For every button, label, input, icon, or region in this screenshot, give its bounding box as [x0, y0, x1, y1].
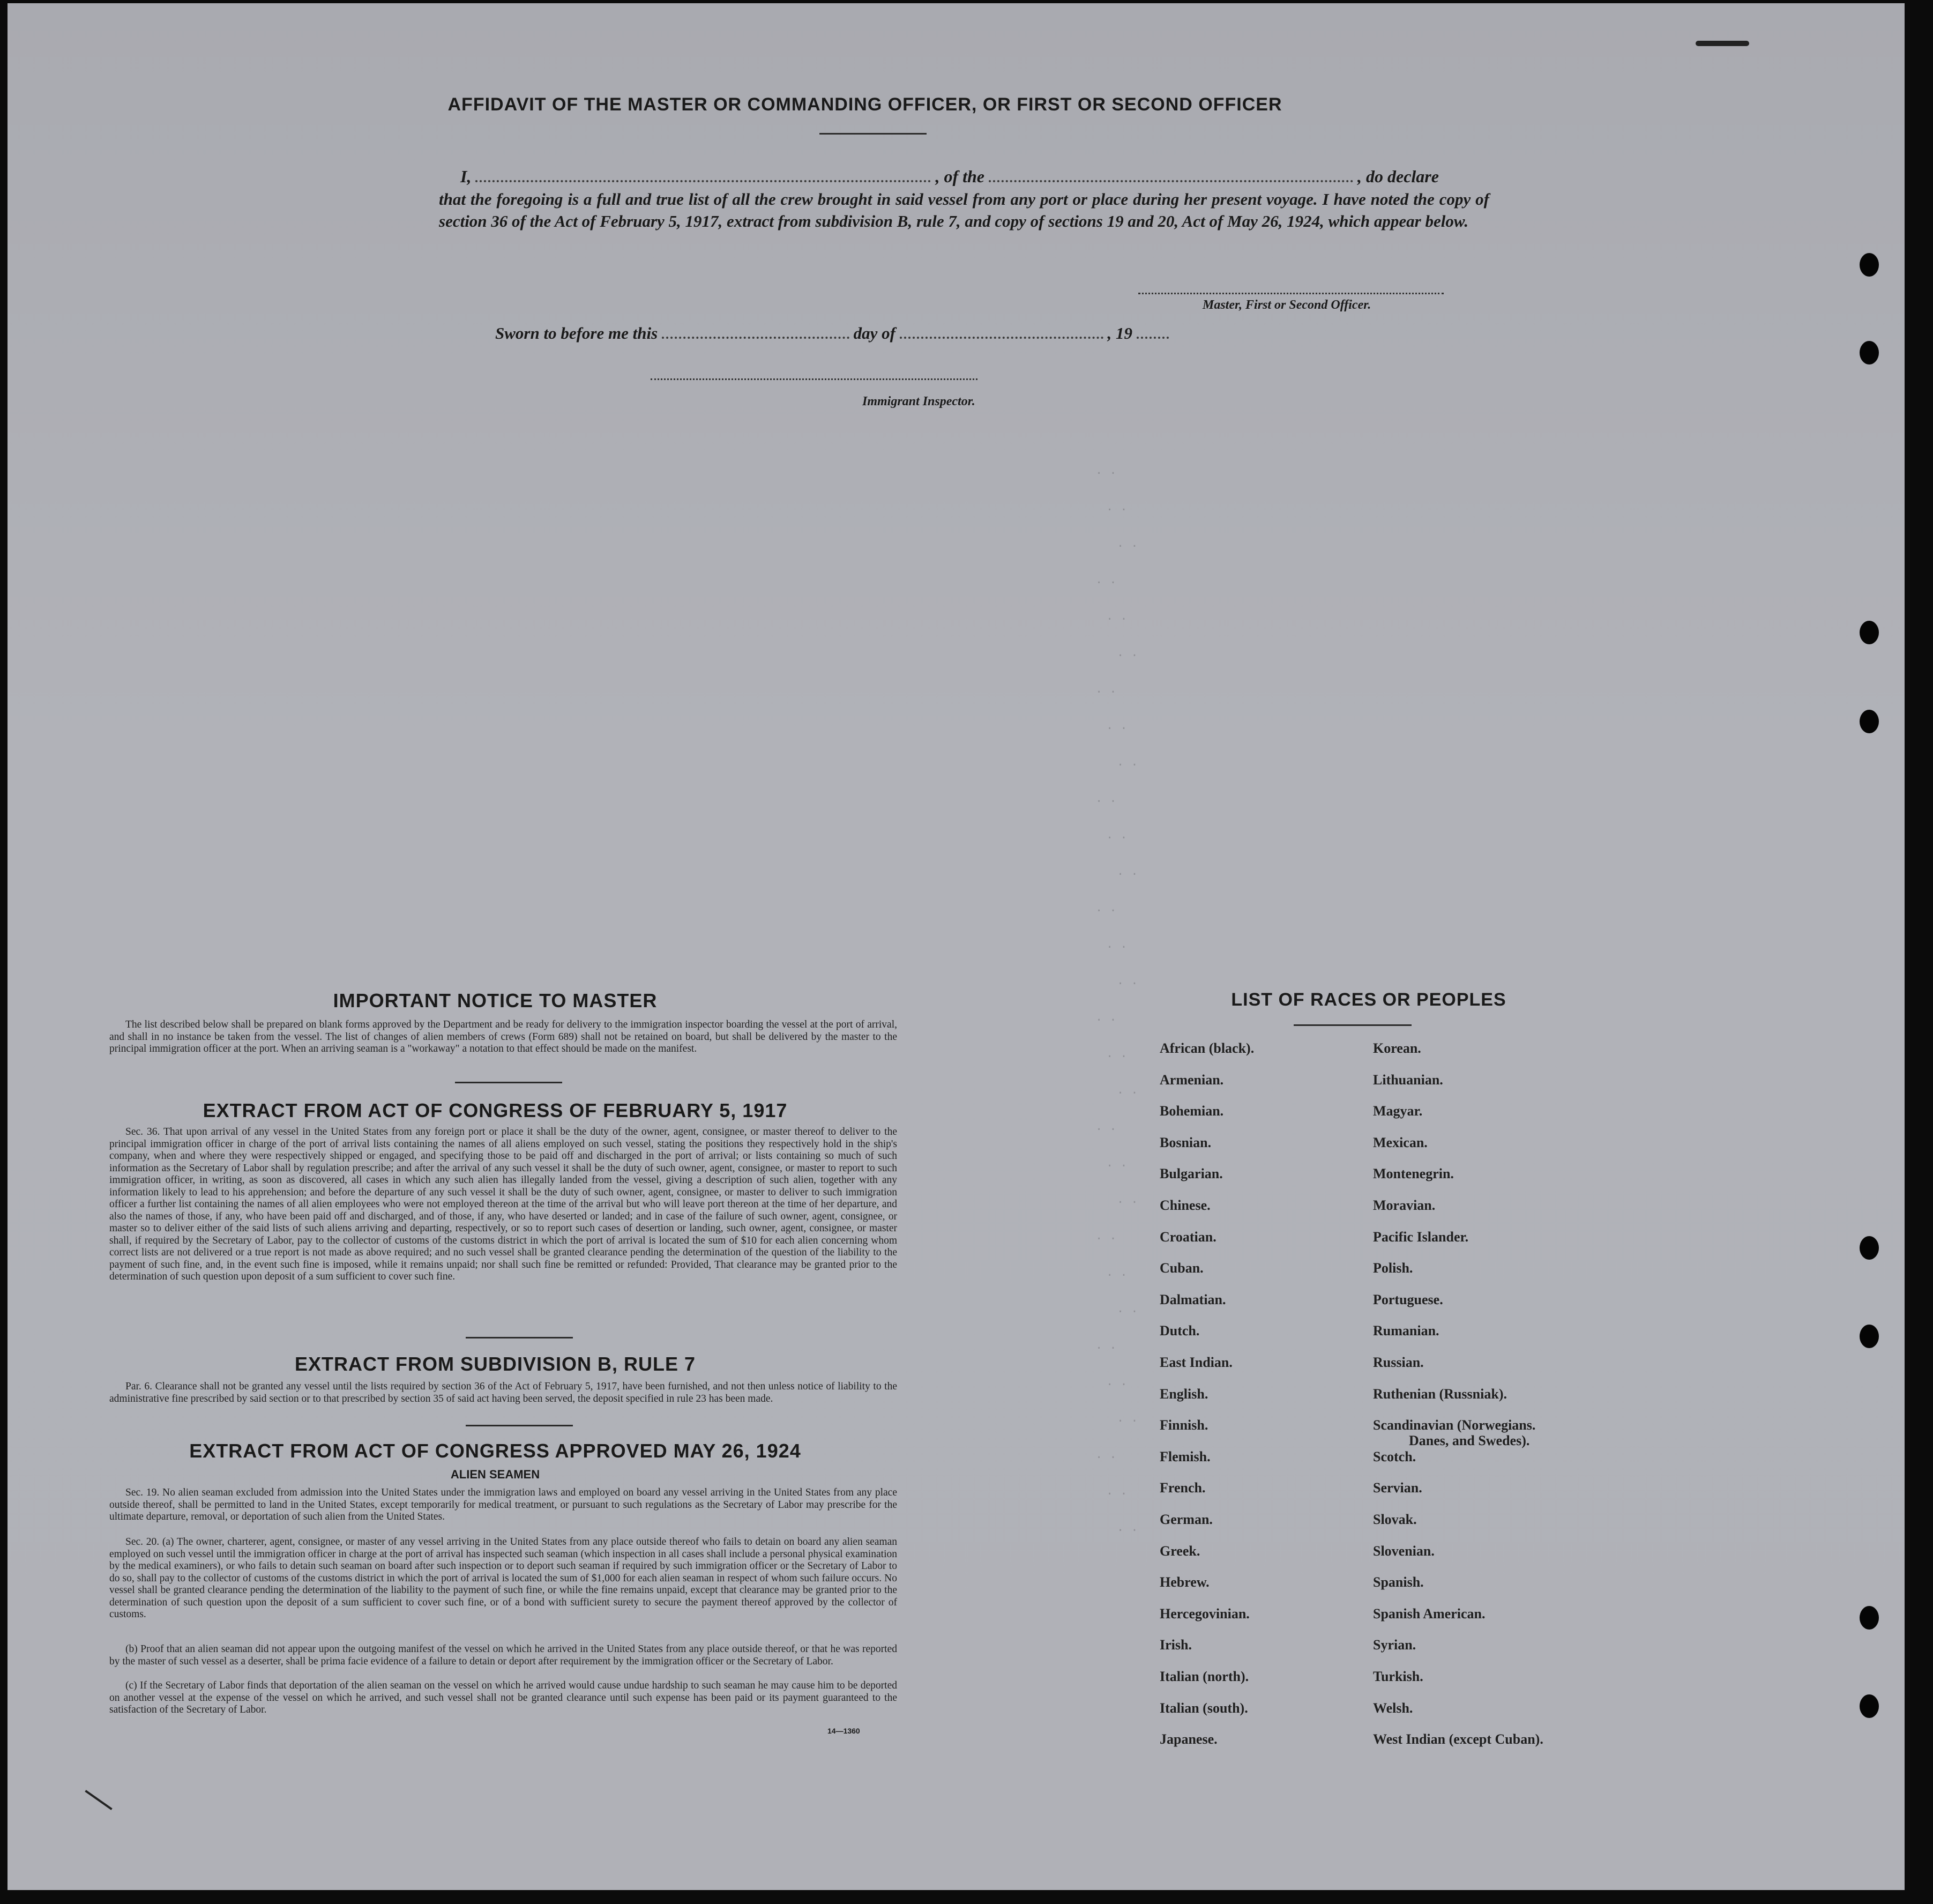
punch-hole	[1860, 1236, 1879, 1260]
race-item: Scandinavian (Norwegians.	[1373, 1417, 1536, 1433]
race-item: Croatian.	[1160, 1229, 1216, 1245]
bleed-through-mark: . .	[1095, 574, 1117, 587]
race-item: Flemish.	[1160, 1448, 1211, 1464]
bleed-through-mark: . .	[1117, 1303, 1138, 1316]
race-item: Hebrew.	[1160, 1574, 1210, 1590]
vessel-blank	[989, 180, 1353, 182]
race-item: Moravian.	[1373, 1198, 1436, 1213]
bleed-through-mark: . .	[1095, 792, 1117, 806]
bleed-through-mark: . .	[1106, 610, 1128, 623]
race-item: Chinese.	[1160, 1198, 1211, 1213]
affidavit-do-declare: , do declare	[1357, 167, 1439, 186]
bleed-through-mark: . .	[1117, 1412, 1138, 1425]
bleed-through-mark: . .	[1095, 1120, 1117, 1134]
race-item: Greek.	[1160, 1543, 1200, 1559]
bleed-through-mark: . .	[1095, 683, 1117, 696]
bleed-through-mark: . .	[1095, 1448, 1117, 1462]
race-item: Cuban.	[1160, 1260, 1204, 1276]
races-title: LIST OF RACES OR PEOPLES	[1231, 990, 1506, 1010]
race-item: Armenian.	[1160, 1072, 1224, 1088]
extract-1924-sec19: Sec. 19. No alien seaman excluded from admission into the United States under the immigration laws and employed on board any vessel arriving in the United States from any place outside thereof, shall be permitted to land in the United States, except temporarily for medical treatment, or pursuant to such regulations as the Secretary of Labor may prescribe for the ultimate departure, removal, or deportation of such alien from the United States.	[109, 1487, 897, 1522]
race-item: English.	[1160, 1386, 1208, 1402]
race-item: Finnish.	[1160, 1417, 1208, 1433]
race-item: Syrian.	[1373, 1637, 1416, 1653]
form-number: 14—1360	[827, 1727, 860, 1735]
bleed-through-mark: . .	[1095, 1230, 1117, 1243]
race-item: Slovenian.	[1373, 1543, 1435, 1559]
extract-1924-sec20b: (b) Proof that an alien seaman did not appear upon the outgoing manifest of the vessel on which he arrived in the United States from any place outside thereof, or that he was reported by the master of such vessel as a deserter, shall be prima facie evidence of a failure to detain or deport after requirement by the immigration officer or the Secretary of Labor.	[109, 1643, 897, 1667]
race-item: Spanish.	[1373, 1574, 1424, 1590]
punch-hole	[1860, 341, 1879, 365]
race-item: French.	[1160, 1480, 1206, 1496]
stray-mark	[1696, 41, 1749, 46]
race-item: Servian.	[1373, 1480, 1422, 1496]
document-page	[8, 3, 1905, 1890]
bleed-through-mark: . .	[1106, 1047, 1128, 1061]
name-blank	[475, 180, 931, 182]
race-item: Dutch.	[1160, 1323, 1200, 1339]
races-title-rule	[1294, 1024, 1412, 1026]
race-item: Magyar.	[1373, 1103, 1423, 1119]
affidavit-of-the: , of the	[935, 167, 984, 186]
race-item: Italian (north).	[1160, 1669, 1249, 1684]
bleed-through-mark: . .	[1095, 1339, 1117, 1352]
race-item: Welsh.	[1373, 1700, 1413, 1716]
bleed-through-mark: . .	[1117, 1084, 1138, 1097]
extract-1924-sec20a: Sec. 20. (a) The owner, charterer, agent, consignee, or master of any vessel arriving in the United States from any place outside thereof who fails to detain on board any alien seaman employed on such vessel until the immigration officer in charge at the port of arrival has inspected such seaman (which inspection in all cases shall include a personal physical examination by the medical examiners), or who fails to detain such seaman on board after such inspection or to deport such seaman if required by such immigration officer or the Secretary of Labor to do so, shall pay to the collector of customs of the customs district in which the port of arrival is located the sum of $1,000 for each alien seaman in respect of whom such failure occurs. No vessel shall be granted clearance pending the determination of the liability to the payment of such fine, or while the fine remains unpaid, except that clearance may be granted prior to the determination of such question upon the deposit of a sum sufficient to cover such fine, or of a bond with sufficient surety to secure the payment thereof approved by the collector of customs.	[109, 1536, 897, 1620]
affidavit-i: I,	[460, 167, 472, 186]
affidavit-declaration-line	[460, 167, 1489, 187]
affidavit-title: AFFIDAVIT OF THE MASTER OR COMMANDING OFFICER, OR FIRST OR SECOND OFFICER	[447, 94, 1282, 115]
race-item: Italian (south).	[1160, 1700, 1248, 1716]
extract-1917-rule	[466, 1337, 573, 1338]
race-item: Korean.	[1373, 1040, 1421, 1056]
race-item: Dalmatian.	[1160, 1291, 1226, 1307]
bleed-through-mark: . .	[1106, 1485, 1128, 1498]
extract-1917-text: Sec. 36. That upon arrival of any vessel in the United States from any foreign port or place it shall be the duty of the owner, agent, consignee, or master thereof to deliver to the principal immigration officer in charge of the port of arrival lists containing the names of all aliens employed on such vessel, stating the positions they respectively hold in the ship's company, when and where they were respectively shipped or engaged, and specifying those to be paid off and discharged in the port of arrival; or lists containing so much of such information as the Secretary of Labor shall by regulation prescribe; and after the arrival of any such vessel it shall be the duty of such owner, agent, consignee, or master to report to such immigration officer, in writing, as soon as discovered, all cases in which any such alien has illegally landed from the vessel, giving a description of such alien, together with any information likely to lead to his apprehension; and before the departure of any such vessel it shall be the duty of such owner, agent, consignee, or master to deliver to such immigration officer a further list containing the names of all alien employees who were not employed thereon at the time of the arrival but who will leave port thereon at the time of her departure, and also the names of those, if any, who have been paid off and discharged, and of those, if any, who have deserted or landed; and in case of the failure of such owner, agent, consignee, or master so to deliver either of the said lists of such aliens arriving and departing, respectively, or so to report such cases of desertion or landing, such owner, agent, consignee, or master shall, if required by the Secretary of Labor, pay to the collector of customs of the customs district in which the port of arrival is located the sum of $10 for each alien concerning whom correct lists are not delivered or a true report is not made as above required; and no such vessel shall be granted clearance pending the determination of the question of the liability to the payment of such fine, and, in the event such fine is imposed, while it remains unpaid; nor shall such fine be remitted or refunded: Provided, That clearance may be granted prior to the determination of such question upon deposit of a sum sufficient to cover such fine.	[109, 1126, 897, 1282]
bleed-through-mark: . .	[1106, 501, 1128, 514]
master-signature-label: Master, First or Second Officer.	[1203, 298, 1371, 312]
race-item: Ruthenian (Russniak).	[1373, 1386, 1507, 1402]
bleed-through-mark: . .	[1106, 938, 1128, 951]
punch-hole	[1860, 710, 1879, 733]
race-item: Mexican.	[1373, 1134, 1428, 1150]
bleed-through-mark: . .	[1095, 464, 1117, 478]
extract-rule7-text: Par. 6. Clearance shall not be granted any vessel until the lists required by section 36 of the Act of February 5, 1917, have been furnished, and not then unless notice of liability to the administrative fine prescribed by said section or to that prescribed by section 35 of said act having been served, the deposit specified in rule 23 has been made.	[109, 1381, 897, 1404]
extract-1917-title: EXTRACT FROM ACT OF CONGRESS OF FEBRUARY 5, 1917	[203, 1099, 788, 1121]
inspector-signature-line	[651, 378, 977, 380]
race-item: Japanese.	[1160, 1731, 1218, 1747]
bleed-through-mark: . .	[1117, 865, 1138, 879]
sworn-label: Sworn to before me this	[495, 324, 658, 343]
punch-hole	[1860, 1325, 1879, 1348]
race-item: West Indian (except Cuban).	[1373, 1731, 1543, 1747]
affidavit-title-rule	[819, 133, 927, 135]
race-item: Slovak.	[1373, 1512, 1417, 1527]
bleed-through-mark: . .	[1095, 1011, 1117, 1024]
bleed-through-mark: . .	[1117, 1521, 1138, 1535]
race-item: Russian.	[1373, 1355, 1424, 1370]
race-item: Bohemian.	[1160, 1103, 1224, 1119]
race-item: Scotch.	[1373, 1448, 1416, 1464]
sworn-year-label: , 19	[1107, 324, 1132, 343]
race-item: Irish.	[1160, 1637, 1192, 1653]
race-item: East Indian.	[1160, 1355, 1233, 1370]
inspector-signature-label: Immigrant Inspector.	[862, 395, 975, 408]
bleed-through-mark: . .	[1117, 646, 1138, 660]
extract-1924-title: EXTRACT FROM ACT OF CONGRESS APPROVED MAY 26, 1924	[189, 1440, 801, 1462]
extract-rule7-rule	[466, 1425, 573, 1426]
sworn-year-blank	[1137, 337, 1169, 339]
race-item: German.	[1160, 1512, 1213, 1527]
punch-hole	[1860, 253, 1879, 277]
sworn-day-label: day of	[853, 324, 895, 343]
bleed-through-mark: . .	[1117, 975, 1138, 988]
bleed-through-mark: . .	[1106, 719, 1128, 733]
bleed-through-mark: . .	[1117, 1193, 1138, 1207]
punch-hole	[1860, 1606, 1879, 1630]
race-item: Hercegovinian.	[1160, 1605, 1250, 1622]
race-item: African (black).	[1160, 1040, 1255, 1056]
race-item: Lithuanian.	[1373, 1072, 1443, 1088]
race-item: Rumanian.	[1373, 1323, 1439, 1339]
bleed-through-mark: . .	[1095, 902, 1117, 915]
affidavit-body: that the foregoing is a full and true list of all the crew brought in said vessel from any port or place during her present voyage. I have noted the copy of section 36 of the Act of February 5, 1917, extract from subdivision B, rule 7, and copy of sections 19 and 20, Act of May 26, 1924, which appear below.	[439, 190, 1489, 230]
extract-rule7-title: EXTRACT FROM SUBDIVISION B, RULE 7	[294, 1353, 696, 1375]
race-item: Spanish American.	[1373, 1605, 1486, 1622]
sworn-day-blank	[662, 337, 849, 339]
bleed-through-mark: . .	[1117, 537, 1138, 551]
race-item: Turkish.	[1373, 1669, 1423, 1684]
punch-hole	[1860, 1694, 1879, 1718]
notice-text: The list described below shall be prepared on blank forms approved by the Department and be ready for delivery to the immigration inspector boarding the vessel at the port of arrival, and shall in no instance be taken from the vessel. The list of changes of alien members of crews (Form 689) shall not be retained on board, but shall be delivered by the master to the principal immigration officer at the port. When an arriving seaman is a "workaway" a notation to that effect should be made on the manifest.	[109, 1019, 897, 1054]
race-item: Bosnian.	[1160, 1134, 1212, 1150]
master-signature-line	[1138, 293, 1444, 294]
extract-1924-subtitle: ALIEN SEAMEN	[450, 1468, 540, 1481]
race-item: Danes, and Swedes).	[1409, 1433, 1530, 1449]
race-item: Portuguese.	[1373, 1291, 1443, 1307]
race-item: Montenegrin.	[1373, 1166, 1454, 1182]
sworn-line	[495, 324, 1169, 343]
bleed-through-mark: . .	[1117, 756, 1138, 769]
race-item: Polish.	[1373, 1260, 1413, 1276]
notice-rule	[455, 1082, 562, 1083]
extract-1924-sec20c: (c) If the Secretary of Labor finds that deportation of the alien seaman on the vessel on which he arrived would cause undue hardship to such seaman he may cause him to be deported on another vessel at the expense of the vessel on which he arrived, and such vessel shall not be granted clearance until such expense has been paid or its payment guaranteed to the satisfaction of the Secretary of Labor.	[109, 1680, 897, 1715]
bleed-through-mark: . .	[1106, 829, 1128, 842]
sworn-month-blank	[900, 337, 1103, 339]
bleed-through-mark: . .	[1106, 1157, 1128, 1170]
punch-hole	[1860, 621, 1879, 644]
race-item: Pacific Islander.	[1373, 1229, 1469, 1245]
bleed-through-mark: . .	[1106, 1266, 1128, 1280]
bleed-through-mark: . .	[1106, 1375, 1128, 1389]
notice-title: IMPORTANT NOTICE TO MASTER	[333, 990, 658, 1011]
race-item: Bulgarian.	[1160, 1166, 1223, 1182]
